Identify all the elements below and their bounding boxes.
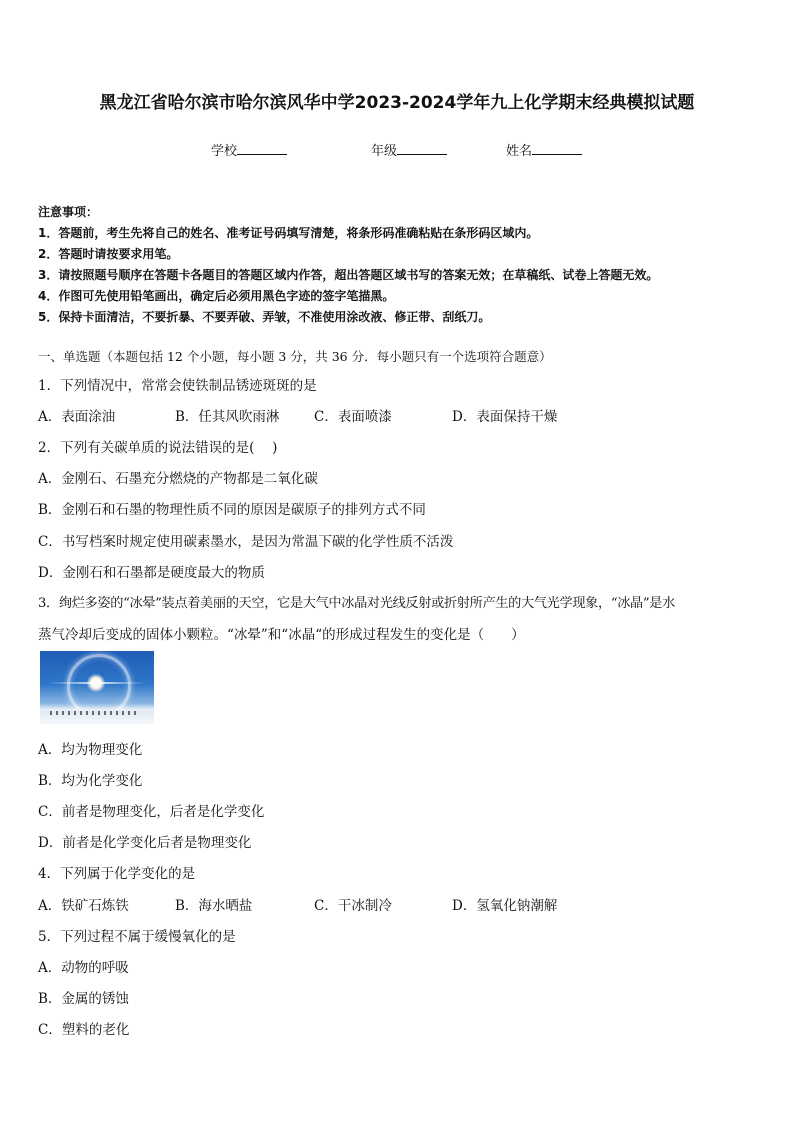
question-3-option-d: D．前者是化学变化后者是物理变化	[38, 835, 252, 851]
note-item: 2．答题时请按要求用笔。	[38, 247, 179, 261]
note-item: 4．作图可先使用铅笔画出，确定后必须用黑色字迹的签字笔描黑。	[38, 289, 395, 303]
school-label: 学校	[211, 144, 238, 159]
grade-field	[371, 140, 447, 159]
question-1-option-d: D．表面保持干燥	[452, 409, 558, 425]
question-1-option-c: C．表面喷漆	[314, 409, 392, 425]
name-blank	[532, 142, 582, 155]
question-3-option-a: A．均为物理变化	[38, 742, 143, 758]
note-item: 5．保持卡面清洁，不要折暴、不要弄破、弄皱，不准使用涂改液、修正带、刮纸刀。	[38, 310, 491, 324]
grade-blank	[397, 142, 447, 155]
question-4-option-c: C．干冰制冷	[314, 898, 392, 914]
question-4-option-b: B．海水晒盐	[175, 898, 253, 914]
notes-heading: 注意事项：	[38, 205, 99, 219]
question-1-stem: 1．下列情况中，常常会使铁制品锈迹斑斑的是	[38, 378, 317, 394]
question-5-stem: 5．下列过程不属于缓慢氧化的是	[38, 929, 236, 945]
question-2-option-a: A．金刚石、石墨充分燃烧的产物都是二氧化碳	[38, 471, 318, 487]
distant-figures	[50, 711, 140, 715]
note-item: 3．请按照题号顺序在答题卡各题目的答题区域内作答，超出答题区域书写的答案无效；在草稿纸、试卷上答题无效。	[38, 268, 659, 282]
school-blank	[237, 142, 287, 155]
question-4-option-d: D．氢氧化钠潮解	[452, 898, 558, 914]
light-flare	[48, 682, 146, 684]
ice-halo-image	[40, 651, 154, 724]
question-2-option-c: C．书写档案时规定使用碳素墨水，是因为常温下碳的化学性质不活泼	[38, 534, 454, 550]
name-field	[506, 140, 582, 159]
question-1-option-b: B．任其风吹雨淋	[175, 409, 280, 425]
note-item: 1．答题前，考生先将自己的姓名、准考证号码填写清楚，将条形码准确粘贴在条形码区域内。	[38, 226, 539, 240]
question-2-option-d: D．金刚石和石墨都是硬度最大的物质	[38, 565, 265, 581]
question-5-option-b: B．金属的锈蚀	[38, 991, 129, 1007]
name-label: 姓名	[506, 144, 533, 159]
question-4-option-a: A．铁矿石炼铁	[38, 898, 129, 914]
question-3-option-b: B．均为化学变化	[38, 773, 143, 789]
question-2-stem: 2．下列有关碳单质的说法错误的是( )	[38, 440, 278, 456]
question-3-stem-line-2: 蒸气冷却后变成的固体小颗粒。“冰晕”和“冰晶“的形成过程发生的变化是（ ）	[38, 627, 525, 643]
question-4-stem: 4．下列属于化学变化的是	[38, 866, 196, 882]
question-2-option-b: B．金刚石和石墨的物理性质不同的原因是碳原子的排列方式不同	[38, 502, 426, 518]
question-3-stem-line-1: 3．绚烂多姿的“冰晕”装点着美丽的天空，它是大气中冰晶对光线反射或折射所产生的大气光学现象，“冰晶”是水	[38, 596, 675, 611]
question-5-option-a: A．动物的呼吸	[38, 960, 129, 976]
question-3-option-c: C．前者是物理变化，后者是化学变化	[38, 804, 265, 820]
question-5-option-c: C．塑料的老化	[38, 1022, 130, 1038]
question-1-option-a: A．表面涂油	[38, 409, 116, 425]
grade-label: 年级	[371, 144, 398, 159]
section-heading: 一、单选题（本题包括 12 个小题，每小题 3 分，共 36 分．每小题只有一个选项符合题意）	[38, 349, 552, 364]
page-title: 黑龙江省哈尔滨市哈尔滨风华中学2023-2024学年九上化学期末经典模拟试题	[99, 93, 695, 113]
school-field	[211, 140, 287, 159]
